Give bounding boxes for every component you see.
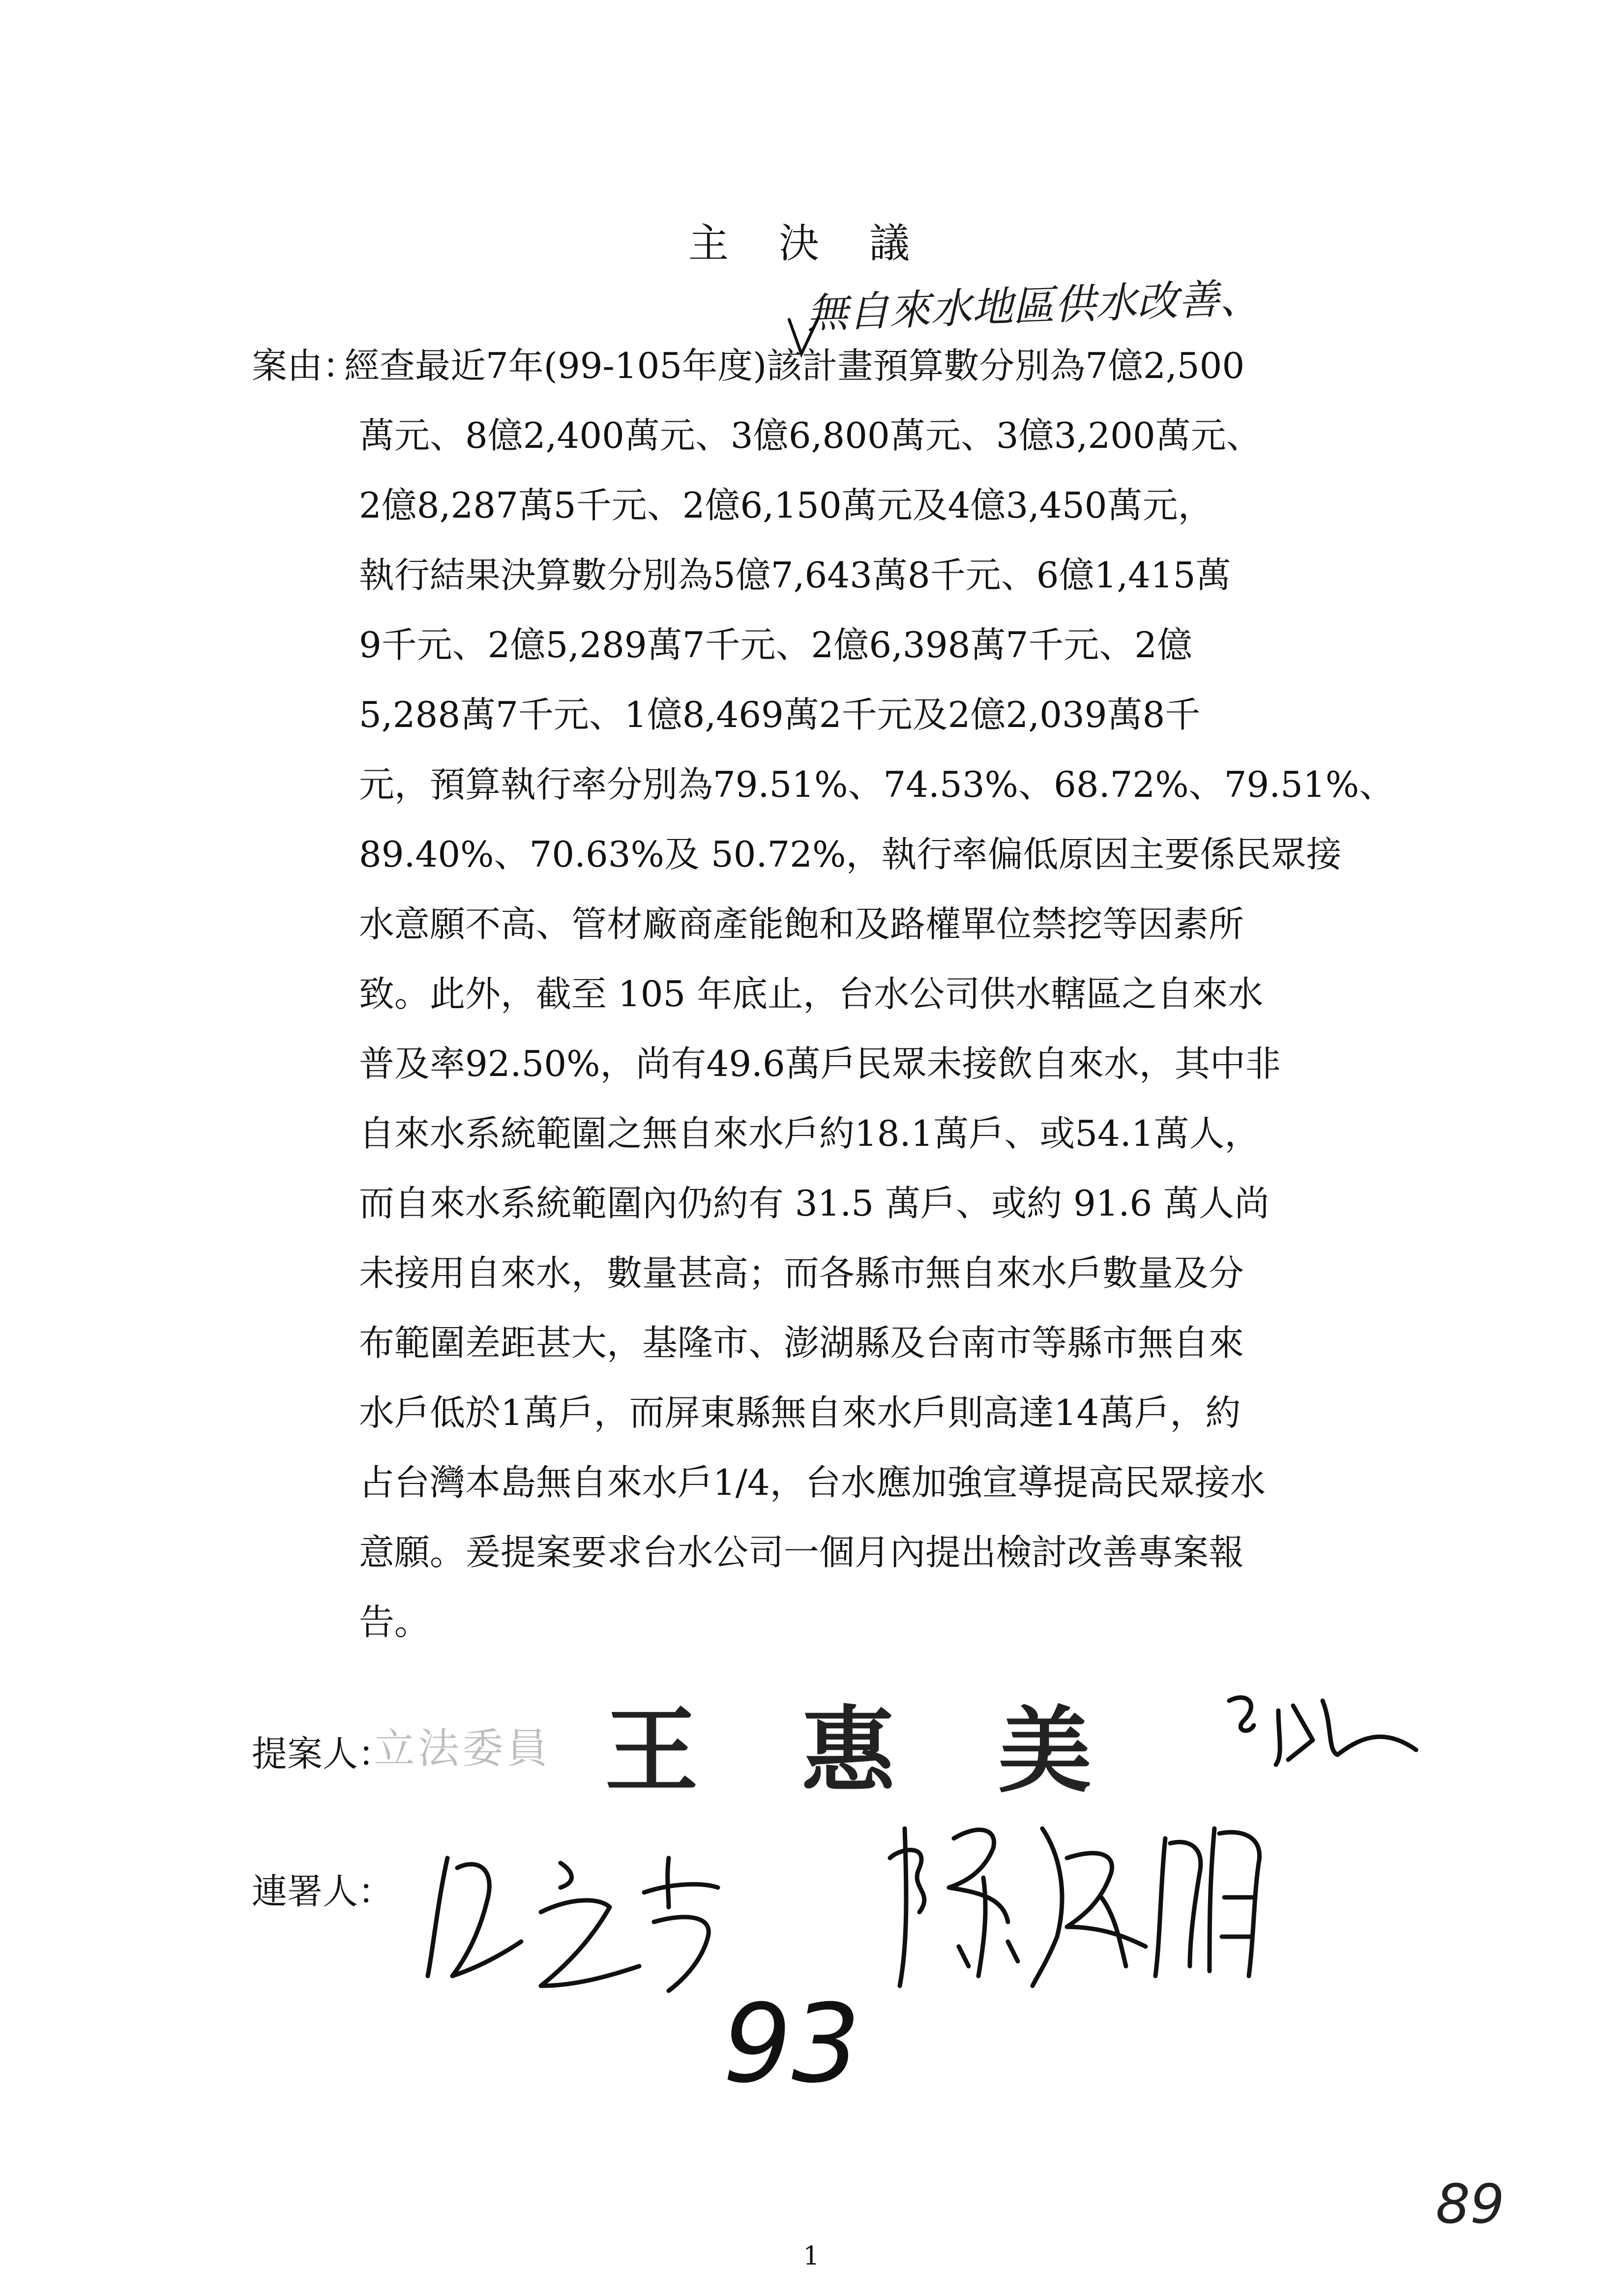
proposer-signature-icon: [1219, 1681, 1426, 1779]
body-line: 未接用自來水，數量甚高；而各縣市無自來水戶數量及分: [359, 1252, 1244, 1294]
body-line: 告。: [359, 1601, 430, 1643]
body-line: 2億8,287萬5千元、2億6,150萬元及4億3,450萬元，: [359, 485, 1213, 526]
body-line: 自來水系統範圍之無自來水戶約18.1萬戶、或54.1萬人，: [359, 1113, 1260, 1154]
body-line: 元，預算執行率分別為79.51%、74.53%、68.72%、79.51%、: [359, 764, 1395, 805]
body-line: 布範圍差距甚大，基隆市、澎湖縣及台南市等縣市無自來: [359, 1322, 1244, 1364]
body-line: 5,288萬7千元、1億8,469萬2千元及2億2,039萬8千: [359, 694, 1201, 735]
body-line: 普及率92.50%，尚有49.6萬戶民眾未接飲自來水，其中非: [359, 1043, 1281, 1084]
body-line: 執行結果決算數分別為5億7,643萬8千元、6億1,415萬: [359, 554, 1231, 596]
body-line: 水戶低於1萬戶，而屏東縣無自來水戶則高達14萬戶，約: [359, 1392, 1241, 1433]
handwritten-insertion: 無自來水地區供水改善、: [805, 273, 1262, 338]
body-line: 89.40%、70.63%及 50.72%，執行率偏低原因主要係民眾接: [359, 834, 1342, 875]
side-number: 89: [1436, 2173, 1505, 2236]
cosigner-signature-1-icon: [413, 1829, 757, 2015]
body-line: 萬元、8億2,400萬元、3億6,800萬元、3億3,200萬元、: [359, 415, 1262, 456]
body-line: 意願。爰提案要求台水公司一個月內提出檢討改善專案報: [359, 1532, 1244, 1573]
case-label: 案由：: [252, 345, 358, 386]
body-line: 而自來水系統範圍內仍約有 31.5 萬戶、或約 91.6 萬人尚: [359, 1183, 1270, 1224]
handwritten-number: 93: [723, 1981, 860, 2107]
cosigner-signature-2-icon: [870, 1799, 1313, 2005]
document-title: 主 決 議: [688, 220, 929, 267]
proposer-name-stamp: 王惠美: [605, 1696, 1195, 1805]
proposer-title-stamp: 立法委員: [374, 1724, 551, 1773]
body-line: 占台灣本島無自來水戶1/4，台水應加強宣導提高民眾接水: [359, 1462, 1266, 1503]
body-line: 經查最近7年(99-105年度)該計畫預算數分別為7億2,500: [344, 345, 1245, 386]
proposer-label: 提案人：: [252, 1733, 394, 1774]
body-line: 水意願不高、管材廠商產能飽和及路權單位禁挖等因素所: [359, 903, 1244, 945]
cosigner-label: 連署人：: [252, 1871, 394, 1912]
body-line: 9千元、2億5,289萬7千元、2億6,398萬7千元、2億: [359, 624, 1193, 666]
body-line: 致。此外，截至 105 年底止，台水公司供水轄區之自來水: [359, 973, 1264, 1015]
page-number: 1: [803, 2241, 820, 2271]
